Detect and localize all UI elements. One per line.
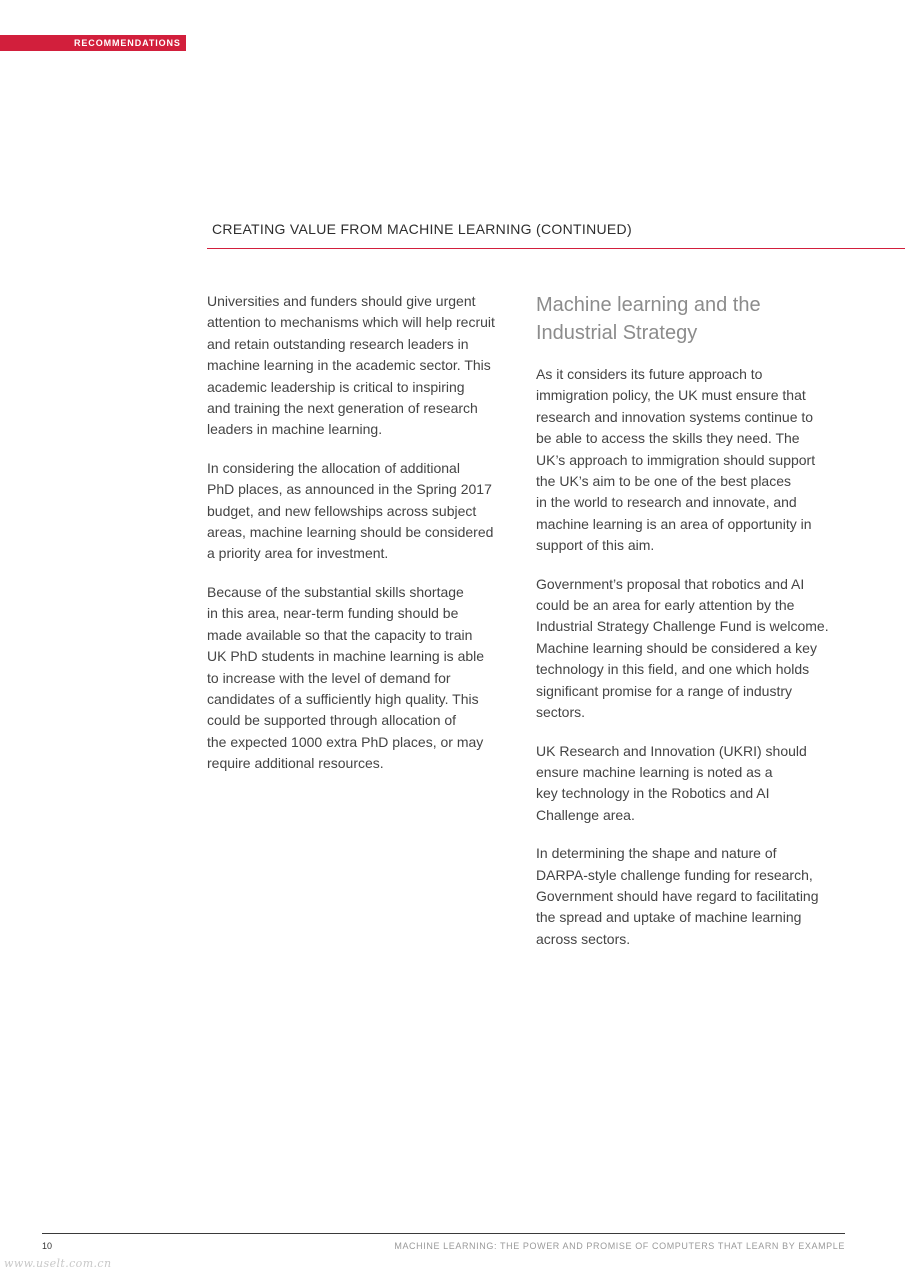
right-paragraph-3: UK Research and Innovation (UKRI) should ensure machine learning is noted as a key technology in the Robotics and AI Challenge area. <box>536 742 807 823</box>
right-paragraph-2: Government’s proposal that robotics and AI could be an area for early attention by the Industrial Strategy Challenge Fund is welcome. Machine learning should be considered a key technology in this field, and one which holds significant promise for a range of industry sectors. <box>536 575 829 721</box>
left-paragraph-3: Because of the substantial skills shortage in this area, near-term funding should be made available so that the capacity to train UK PhD students in machine learning is able to increase with the level of demand for candidates of a sufficiently high quality. This could be supported through allocation of the expected 1000 extra PhD places, or may require additional resources. <box>207 583 485 772</box>
right-paragraph-1: As it considers its future approach to immigration policy, the UK must ensure that research and innovation systems continue to be able to access the skills they need. The UK’s approach to immigration should support the UK’s aim to be one of the best places in the world to research and innovate, and machine learning is an area of opportunity in support of this aim. <box>536 366 816 554</box>
right-column <box>536 291 848 967</box>
footer-title: MACHINE LEARNING: THE POWER AND PROMISE OF COMPUTERS THAT LEARN BY EXAMPLE <box>394 1241 845 1251</box>
footer-divider <box>42 1233 845 1234</box>
watermark: www.uselt.com.cn <box>4 1257 112 1270</box>
page-number: 10 <box>42 1241 53 1251</box>
left-paragraph-2: In considering the allocation of additional PhD places, as announced in the Spring 2017 budget, and new fellowships across subject areas, machine learning should be considered a priority area for investment. <box>207 459 494 562</box>
section-tag: RECOMMENDATIONS <box>0 35 186 51</box>
section-divider <box>207 248 905 249</box>
subsection-heading: Machine learning and the Industrial Strategy <box>536 294 761 344</box>
left-column <box>207 291 517 792</box>
right-paragraph-4: In determining the shape and nature of DARPA-style challenge funding for research, Government should have regard to facilitating the spread and uptake of machine learning across sectors. <box>536 845 819 947</box>
section-title: CREATING VALUE FROM MACHINE LEARNING (CONTINUED) <box>212 221 632 237</box>
left-paragraph-1: Universities and funders should give urgent attention to mechanisms which will help recruit and retain outstanding research leaders in machine learning in the academic sector. This academic leadership is critical to inspiring and training the next generation of research leaders in machine learning. <box>207 293 495 438</box>
